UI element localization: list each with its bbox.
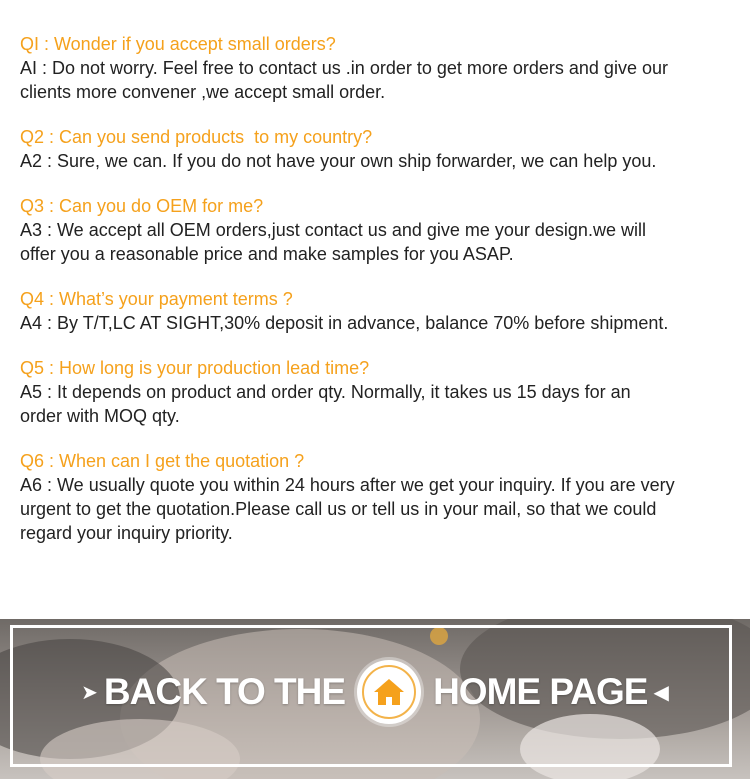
faq-question: Q6 : When can I get the quotation ? bbox=[20, 451, 305, 471]
faq-answer: AI : Do not worry. Feel free to contact us .in order to get more orders and give our clients more convener ,we accept small order. bbox=[20, 58, 668, 102]
faq-answer: A2 : Sure, we can. If you do not have your own ship forwarder, we can help you. bbox=[20, 151, 657, 171]
faq-list bbox=[20, 32, 740, 566]
faq-question: Q2 : Can you send products to my country? bbox=[20, 127, 373, 147]
back-to-home-link[interactable] bbox=[0, 619, 750, 765]
house-icon bbox=[362, 665, 416, 719]
faq-answer: A5 : It depends on product and order qty. Normally, it takes us 15 days for an order with MOQ qty. bbox=[20, 382, 631, 426]
faq-question: QI : Wonder if you accept small orders? bbox=[20, 34, 336, 54]
faq-item-3 bbox=[20, 194, 740, 266]
back-to-home-banner[interactable] bbox=[0, 619, 750, 779]
home-button[interactable] bbox=[357, 660, 421, 724]
faq-item-6 bbox=[20, 449, 740, 545]
faq-item-1 bbox=[20, 32, 740, 104]
faq-answer: A6 : We usually quote you within 24 hours after we get your inquiry. If you are very urgent to get the quotation.Please call us or tell us in your mail, so that we could regard your inquiry priority. bbox=[20, 475, 675, 543]
faq-answer: A3 : We accept all OEM orders,just contact us and give me your design.we will offer you a reasonable price and make samples for you ASAP. bbox=[20, 220, 646, 264]
banner-text-right: HOME PAGE bbox=[433, 671, 648, 712]
faq-question: Q4 : What’s your payment terms ? bbox=[20, 289, 293, 309]
faq-item-2 bbox=[20, 125, 740, 173]
left-arrow-icon: ◀ bbox=[653, 681, 669, 704]
faq-question: Q5 : How long is your production lead time? bbox=[20, 358, 370, 378]
faq-item-4 bbox=[20, 287, 740, 335]
faq-question: Q3 : Can you do OEM for me? bbox=[20, 196, 264, 216]
faq-answer: A4 : By T/T,LC AT SIGHT,30% deposit in advance, balance 70% before shipment. bbox=[20, 313, 669, 333]
faq-item-5 bbox=[20, 356, 740, 428]
banner-text-left: BACK TO THE bbox=[103, 671, 346, 712]
right-arrow-icon: ➤ bbox=[81, 681, 98, 704]
